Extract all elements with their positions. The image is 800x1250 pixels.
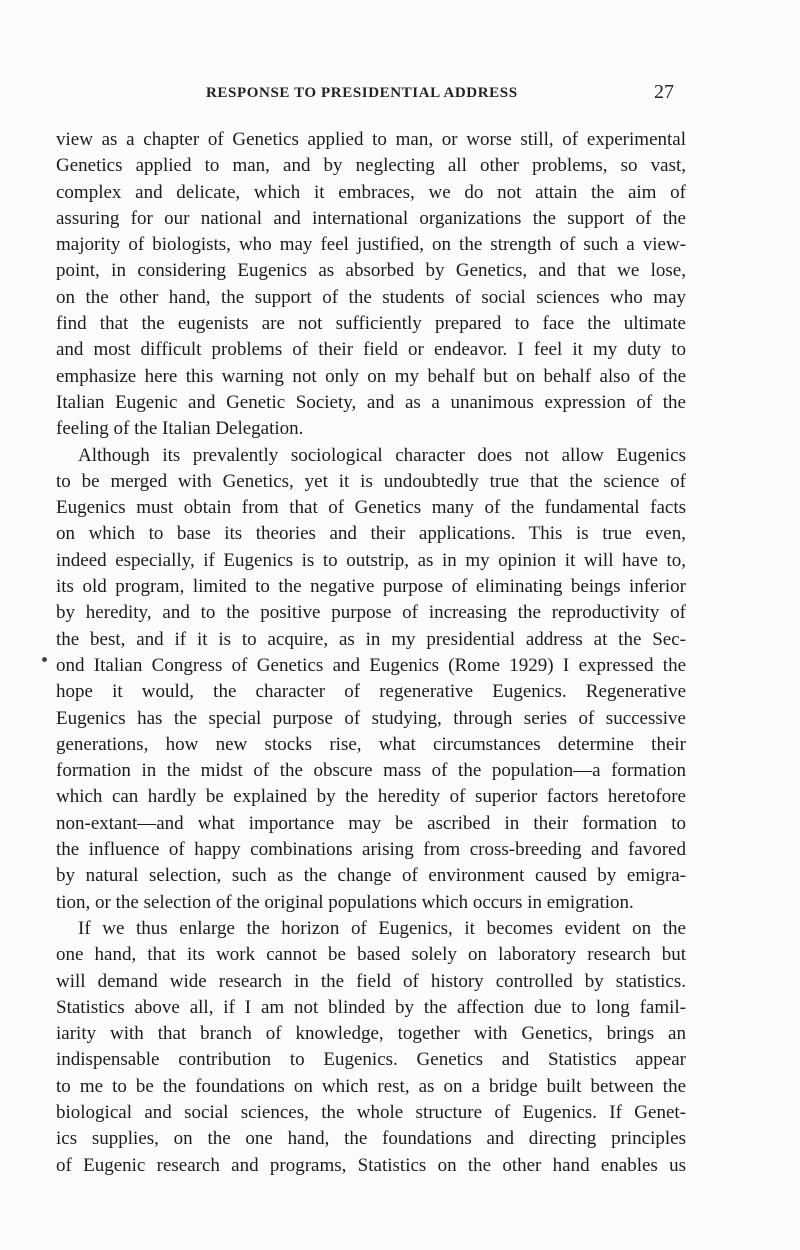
text-line: the best, and if it is to acquire, as in my presidential address at the Sec- (56, 628, 686, 650)
text-line: Eugenics must obtain from that of Genetics many of the fundamental facts (56, 497, 686, 519)
text-line: to be merged with Genetics, yet it is undoubtedly true that the science of (56, 470, 686, 492)
text-line: will demand wide research in the field of history controlled by statistics. (56, 970, 686, 992)
text-line: iarity with that branch of knowledge, together with Genetics, brings an (56, 1023, 686, 1045)
text-line: complex and delicate, which it embraces, we do not attain the aim of (56, 181, 686, 203)
text-line: of Eugenic research and programs, Statistics on the other hand enables us (56, 1154, 686, 1176)
text-line: feeling of the Italian Delegation. (56, 418, 304, 440)
body-text (56, 127, 686, 1179)
text-line: Eugenics has the special purpose of studying, through series of successive (56, 707, 686, 729)
page-number: 27 (654, 81, 674, 103)
margin-dot (42, 657, 47, 662)
text-line: formation in the midst of the obscure mass of the population—a formation (56, 760, 686, 782)
text-line: to me to be the foundations on which rest, as on a bridge built between the (56, 1075, 686, 1097)
text-line: the influence of happy combinations arising from cross-breeding and favored (56, 839, 686, 861)
text-line: on the other hand, the support of the students of social sciences who may (56, 286, 686, 308)
text-line: by heredity, and to the positive purpose of increasing the reproductivity of (56, 602, 686, 624)
text-line: emphasize here this warning not only on my behalf but on behalf also of the (56, 365, 686, 387)
text-line: biological and social sciences, the whole structure of Eugenics. If Genet- (56, 1101, 686, 1123)
text-line: generations, how new stocks rise, what circumstances determine their (56, 733, 686, 755)
text-line: ics supplies, on the one hand, the foundations and directing principles (56, 1128, 686, 1150)
text-line: find that the eugenists are not sufficiently prepared to face the ultimate (56, 313, 686, 335)
text-line: and most difficult problems of their field or endeavor. I feel it my duty to (56, 339, 686, 361)
text-line: point, in considering Eugenics as absorbed by Genetics, and that we lose, (56, 260, 686, 282)
text-line: non-extant—and what importance may be ascribed in their formation to (56, 812, 686, 834)
text-line: on which to base its theories and their applications. This is true even, (56, 523, 686, 545)
text-line: which can hardly be explained by the heredity of superior factors heretofore (56, 786, 686, 808)
text-line: Genetics applied to man, and by neglecting all other problems, so vast, (56, 155, 686, 177)
text-line: If we thus enlarge the horizon of Eugenics, it becomes evident on the (78, 917, 686, 939)
text-line: Statistics above all, if I am not blinded by the affection due to long famil- (56, 996, 686, 1018)
text-line: ond Italian Congress of Genetics and Eugenics (Rome 1929) I expressed the (56, 654, 686, 676)
text-line: majority of biologists, who may feel justified, on the strength of such a view- (56, 234, 686, 256)
text-line: hope it would, the character of regenerative Eugenics. Regenerative (56, 681, 686, 703)
text-line: tion, or the selection of the original populations which occurs in emigration. (56, 891, 634, 913)
text-line: assuring for our national and international organizations the support of the (56, 207, 686, 229)
text-line: indispensable contribution to Eugenics. Genetics and Statistics appear (56, 1049, 686, 1071)
running-title: RESPONSE TO PRESIDENTIAL ADDRESS (206, 85, 518, 101)
text-line: view as a chapter of Genetics applied to man, or worse still, of experimental (56, 129, 686, 150)
text-line: indeed especially, if Eugenics is to outstrip, as in my opinion it will have to, (56, 549, 686, 571)
text-line: its old program, limited to the negative purpose of eliminating beings inferior (56, 576, 686, 598)
text-line: one hand, that its work cannot be based solely on laboratory research but (56, 944, 686, 966)
text-line: Italian Eugenic and Genetic Society, and as a unanimous expression of the (56, 391, 686, 413)
text-line: by natural selection, such as the change of environment caused by emigra- (56, 865, 686, 887)
text-line: Although its prevalently sociological character does not allow Eugenics (78, 444, 686, 466)
